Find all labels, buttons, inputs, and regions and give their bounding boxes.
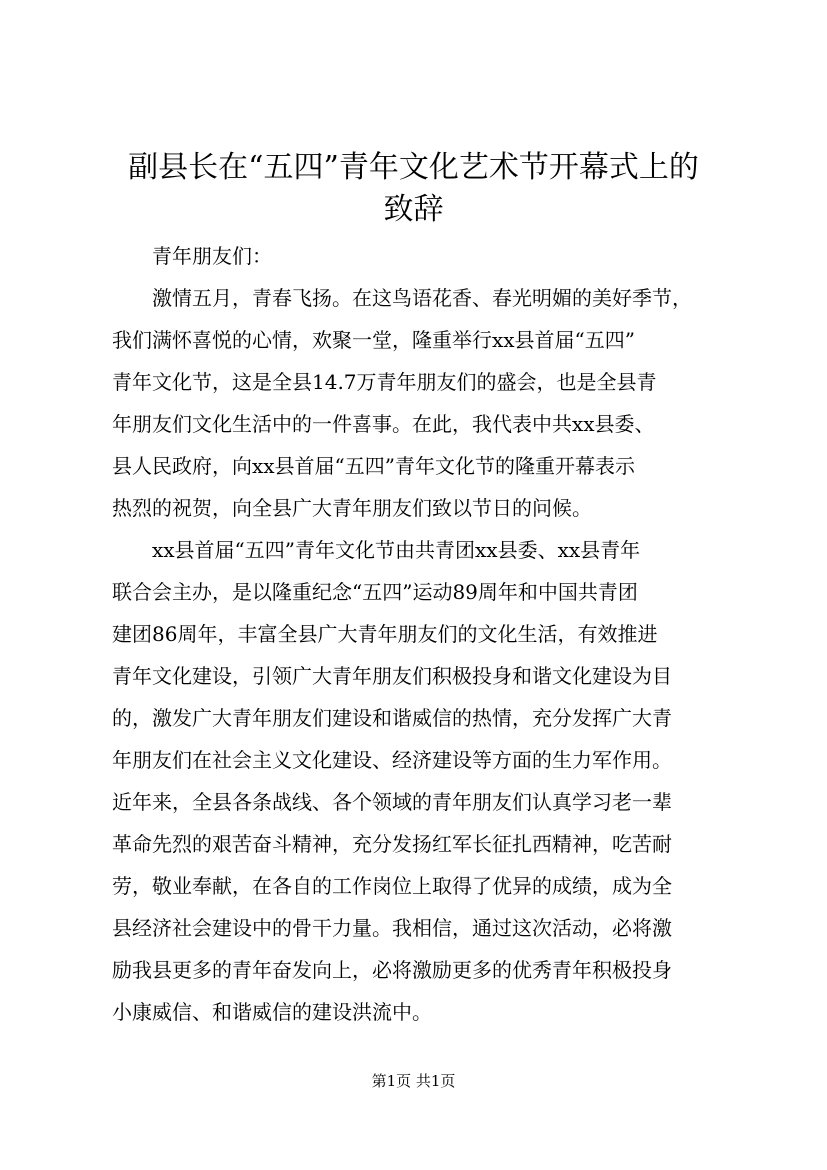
page-number-footer: 第1页 共1页 — [371, 1072, 456, 1090]
body-line: 小康威信、和谐威信的建设洪流中。 — [112, 1000, 432, 1024]
body-line: 县经济社会建设中的骨干力量。我相信，通过这次活动，必将激 — [112, 916, 672, 940]
body-line: xx县首届“五四”青年文化节由共青团xx县委、xx县青年 — [152, 538, 641, 562]
document-title-line-2: 致辞 — [383, 192, 444, 227]
body-line: 青年文化建设，引领广大青年朋友们积极投身和谐文化建设为目 — [112, 664, 672, 688]
body-line: 近年来，全县各条战线、各个领域的青年朋友们认真学习老一辈 — [112, 790, 672, 814]
body-line: 我们满怀喜悦的心情，欢聚一堂，隆重举行xx县首届“五四” — [112, 328, 636, 352]
body-line: 劳，敬业奉献，在各自的工作岗位上取得了优异的成绩，成为全 — [112, 874, 672, 898]
body-line: 县人民政府，向xx县首届“五四”青年文化节的隆重开幕表示 — [112, 454, 636, 478]
body-line: 热烈的祝贺，向全县广大青年朋友们致以节日的问候。 — [112, 496, 592, 520]
body-line: 激情五月，青春飞扬。在这鸟语花香、春光明媚的美好季节， — [152, 286, 692, 310]
body-line: 的，激发广大青年朋友们建设和谐威信的热情，充分发挥广大青 — [112, 706, 672, 730]
document-title-line-1: 副县长在“五四”青年文化艺术节开幕式上的 — [128, 150, 699, 185]
body-line: 建团86周年，丰富全县广大青年朋友们的文化生活，有效推进 — [112, 622, 658, 646]
salutation: 青年朋友们： — [152, 244, 272, 268]
body-line: 革命先烈的艰苦奋斗精神，充分发扬红军长征扎西精神，吃苦耐 — [112, 832, 672, 856]
body-line: 联合会主办，是以隆重纪念“五四”运动89周年和中国共青团 — [112, 580, 638, 604]
body-line: 年朋友们文化生活中的一件喜事。在此，我代表中共xx县委、 — [112, 412, 655, 436]
body-line: 年朋友们在社会主义文化建设、经济建设等方面的生力军作用。 — [112, 748, 672, 772]
body-line: 励我县更多的青年奋发向上，必将激励更多的优秀青年积极投身 — [112, 958, 672, 982]
body-line: 青年文化节，这是全县14.7万青年朋友们的盛会，也是全县青 — [112, 370, 657, 394]
